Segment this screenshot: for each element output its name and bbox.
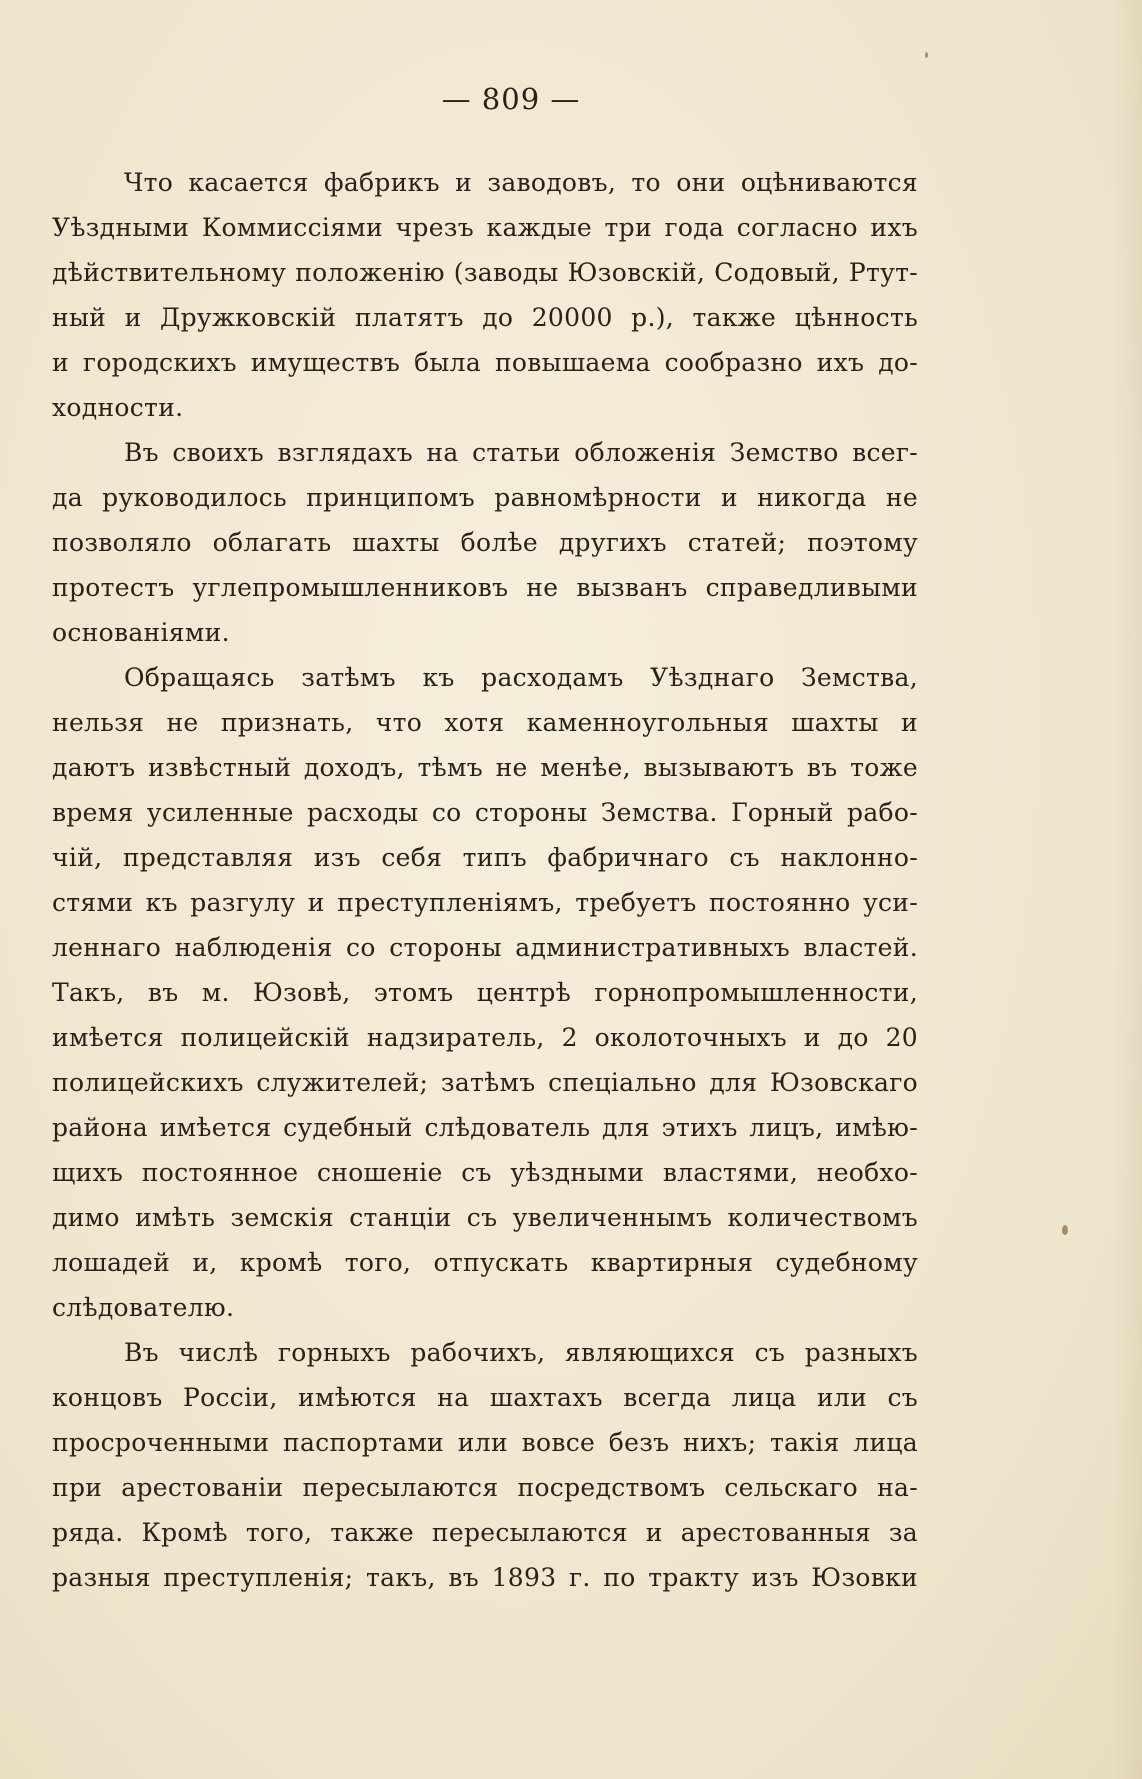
paragraph-taxation	[52, 430, 918, 655]
text-line: ный и Дружковскій платятъ до 20000 р.), также цѣнность	[52, 303, 918, 332]
text-line: слѣдователю.	[52, 1293, 235, 1322]
text-line: позволяло облагать шахты болѣе другихъ статей; поэтому	[52, 528, 918, 557]
text-line: Въ числѣ горныхъ рабочихъ, являющихся съ разныхъ	[124, 1338, 918, 1367]
text-line: концовъ Россіи, имѣются на шахтахъ всегда лица или съ	[52, 1383, 918, 1412]
text-line: щихъ постоянное сношеніе съ уѣздными властями, необхо-	[52, 1158, 918, 1187]
text-line: Что касается фабрикъ и заводовъ, то они оцѣниваются	[124, 168, 918, 197]
text-line: протестъ углепромышленниковъ не вызванъ справедливыми	[52, 573, 918, 602]
text-line: стями къ разгулу и преступленіямъ, требуетъ постоянно уси-	[52, 888, 918, 917]
text-line: района имѣется судебный слѣдователь для этихъ лицъ, имѣю-	[52, 1113, 918, 1142]
page-edge-shadow	[1112, 0, 1142, 1779]
text-line: время усиленные расходы со стороны Земства. Горный рабо-	[52, 798, 918, 827]
text-line: нельзя не признать, что хотя каменноугольныя шахты и	[52, 708, 918, 737]
body-text	[52, 160, 918, 1600]
paragraph-expenses	[52, 655, 918, 1330]
text-line: даютъ извѣстный доходъ, тѣмъ не менѣе, вызываютъ въ тоже	[52, 753, 918, 782]
paragraph-factories	[52, 160, 918, 430]
text-line: Въ своихъ взглядахъ на статьи обложенія Земство всег-	[124, 438, 918, 467]
text-line: лошадей и, кромѣ того, отпускать квартирныя судебному	[52, 1248, 918, 1277]
paragraph-workers	[52, 1330, 918, 1600]
text-line: чій, представляя изъ себя типъ фабричнаго съ наклонно-	[52, 843, 918, 872]
text-line: имѣется полицейскій надзиратель, 2 околоточныхъ и до 20	[52, 1023, 918, 1052]
text-line: основаніями.	[52, 618, 230, 647]
ink-speck	[925, 52, 928, 58]
text-line: просроченными паспортами или вовсе безъ нихъ; такія лица	[52, 1428, 918, 1457]
text-line: разныя преступленія; такъ, въ 1893 г. по тракту изъ Юзовки	[52, 1563, 918, 1592]
page-number: — 809 —	[441, 82, 581, 116]
text-line: да руководилось принципомъ равномѣрности и никогда не	[52, 483, 918, 512]
text-line: при арестованіи пересылаются посредствомъ сельскаго на-	[52, 1473, 918, 1502]
text-line: ряда. Кромѣ того, также пересылаются и арестованныя за	[52, 1518, 918, 1547]
ink-speck	[1062, 1225, 1068, 1235]
text-line: Такъ, въ м. Юзовѣ, этомъ центрѣ горнопромышленности,	[52, 978, 918, 1007]
text-line: ходности.	[52, 393, 184, 422]
text-line: леннаго наблюденія со стороны административныхъ властей.	[52, 933, 918, 962]
text-line: димо имѣть земскія станціи съ увеличеннымъ количествомъ	[52, 1203, 918, 1232]
text-line: дѣйствительному положенію (заводы Юзовскій, Содовый, Ртут-	[52, 258, 918, 287]
text-line: полицейскихъ служителей; затѣмъ спеціально для Юзовскаго	[52, 1068, 918, 1097]
text-line: Уѣздными Коммиссіями чрезъ каждые три года согласно ихъ	[52, 213, 918, 242]
text-line: Обращаясь затѣмъ къ расходамъ Уѣзднаго Земства,	[124, 663, 918, 692]
text-line: и городскихъ имуществъ была повышаема сообразно ихъ до-	[52, 348, 918, 377]
